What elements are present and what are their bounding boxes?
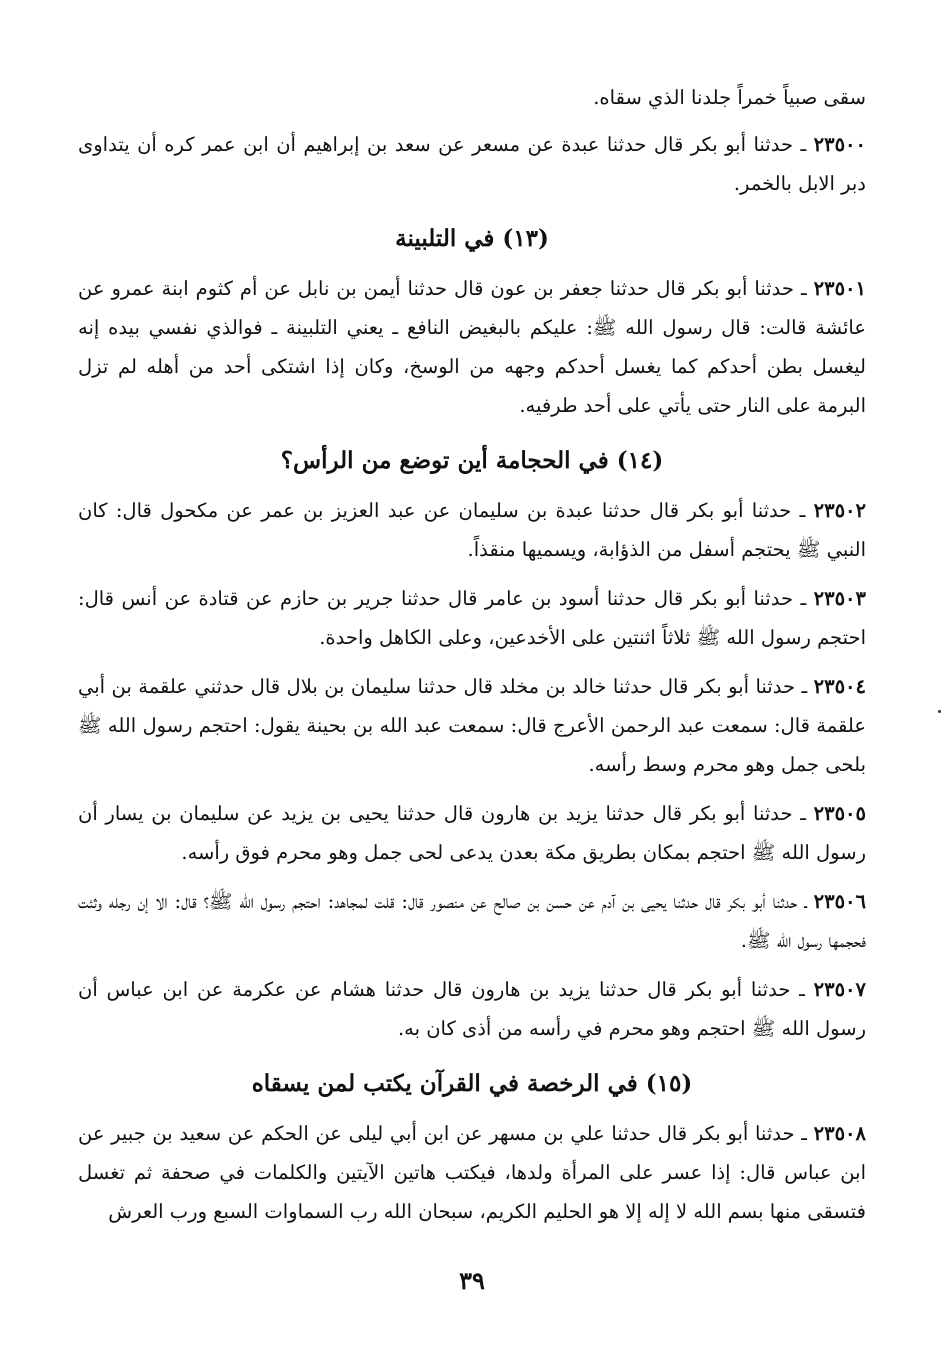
hadith-text: ـ حدثنا أبو بكر قال حدثنا عبدة بن سليمان عن عبد العزيز بن عمر عن مكحول قال: كان النبي ﷺ يحتجم أسفل من الذؤابة، ويسميها منقذاً. xyxy=(78,499,866,561)
hadith-number: ٢٣٥٠٧ xyxy=(813,978,866,1001)
hadith-number: ٢٣٥٠٦ xyxy=(813,890,866,913)
hadith-23508 xyxy=(78,1114,866,1231)
hadith-23506 xyxy=(78,882,866,960)
hadith-text: ـ حدثنا أبو بكر قال حدثنا جعفر بن عون قال حدثنا أيمن بن نابل عن أم كثوم ابنة عمرو عن عائشة قالت: قال رسول الله ﷺ: عليكم بالبغيض النافع ـ يعني التلبينة ـ فوالذي نفسي بيده إنه ليغسل بطن أحدكم كما يغسل أحدكم وجهه من الوسخ، وكان إذا اشتكى أحد من أهله لم تزل البرمة على النار حتى يأتي على أحد طرفيه. xyxy=(78,277,866,417)
hadith-number: ٢٣٥٠١ xyxy=(813,277,866,300)
hadith-23505 xyxy=(78,794,866,872)
paragraph-intro: سقى صبياً خمراً جلدنا الذي سقاه. xyxy=(593,86,866,109)
hadith-text: ـ حدثنا أبو بكر قال حدثنا يزيد بن هارون قال حدثنا هشام عن عكرمة عن ابن عباس أن رسول الله ﷺ احتجم وهو محرم في رأسه من أذى كان به. xyxy=(78,978,866,1040)
hadith-number: ٢٣٥٠٤ xyxy=(813,675,866,698)
hadith-number: ٢٣٥٠٠ xyxy=(813,133,866,156)
hadith-23504 xyxy=(78,667,866,784)
hadith-number: ٢٣٥٠٨ xyxy=(813,1122,866,1145)
hadith-number: ٢٣٥٠٣ xyxy=(813,587,866,610)
margin-mark xyxy=(938,710,941,713)
hadith-text: ـ حدثنا أبو بكر قال حدثنا يحيى بن آدم عن حسن بن صالح عن منصور قال: قلت لمجاهد: احتجم رسول الله ﷺ؟ قال: الا إن رجله وثئت فحجمها رسول الله ﷺ. xyxy=(78,890,866,952)
hadith-23501 xyxy=(78,269,866,425)
hadith-text: ـ حدثنا أبو بكر قال حدثنا علي بن مسهر عن ابن أبي ليلى عن الحكم عن سعيد بن جبير عن ابن عباس قال: إذا عسر على المرأة ولدها، فيكتب هاتين الآيتين والكلمات في صحفة ثم تغسل فتسقى منها بسم الله لا إله إلا هو الحليم الكريم، سبحان الله رب السماوات السبع ورب العرش xyxy=(78,1122,866,1223)
hadith-23503 xyxy=(78,579,866,657)
hadith-text: ـ حدثنا أبو بكر قال حدثنا خالد بن مخلد قال حدثنا سليمان بن بلال قال حدثني علقمة بن أبي علقمة قال: سمعت عبد الرحمن الأعرج قال: سمعت عبد الله بن بحينة يقول: احتجم رسول الله ﷺ بلحى جمل وهو محرم وسط رأسه. xyxy=(78,675,866,776)
hadith-23502 xyxy=(78,491,866,569)
hadith-text: ـ حدثنا أبو بكر قال حدثنا أسود بن عامر قال حدثنا جرير بن حازم عن قتادة عن أنس قال: احتجم رسول الله ﷺ ثلاثاً اثنتين على الأخدعين، وعلى الكاهل واحدة. xyxy=(78,587,866,649)
hadith-23507 xyxy=(78,970,866,1048)
hadith-number: ٢٣٥٠٥ xyxy=(813,802,866,825)
hadith-number: ٢٣٥٠٢ xyxy=(813,499,866,522)
hadith-text: ـ حدثنا أبو بكر قال حدثنا يزيد بن هارون قال حدثنا يحيى بن يزيد عن سليمان بن يسار أن رسول الله ﷺ احتجم بمكان بطريق مكة بعدن يدعى لحى جمل وهو محرم فوق رأسه. xyxy=(78,802,866,864)
hadith-23500 xyxy=(78,125,866,203)
document-page xyxy=(78,78,866,1305)
section-heading-15: (١٥) في الرخصة في القرآن يكتب لمن يسقاه xyxy=(251,1070,693,1097)
hadith-text: ـ حدثنا أبو بكر قال حدثنا عبدة عن مسعر عن سعد بن إبراهيم أن ابن عمر كره أن يتداوى دبر الابل بالخمر. xyxy=(78,133,866,195)
section-heading-13: (١٣) في التلبينة xyxy=(395,225,549,252)
page-number: ٣٩ xyxy=(459,1266,485,1295)
section-heading-14: (١٤) في الحجامة أين توضع من الرأس؟ xyxy=(280,447,664,474)
